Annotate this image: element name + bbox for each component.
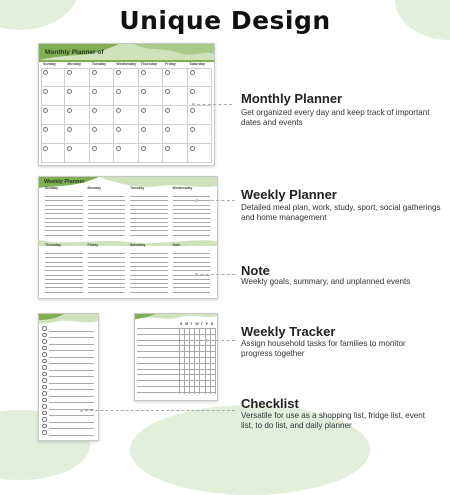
calendar-cell [188, 125, 212, 144]
calendar-cell [139, 68, 163, 87]
date-circle [43, 127, 48, 132]
calendar-cell [139, 106, 163, 125]
checklist-line [49, 357, 94, 358]
checkbox-circle [42, 326, 47, 331]
weekly-planner-card [38, 176, 218, 299]
day-label: Wednesday [116, 62, 137, 66]
planner-line [45, 253, 83, 254]
planner-line [45, 209, 83, 210]
checkbox-circle [42, 411, 47, 416]
date-circle [92, 70, 97, 75]
feature-title-weekly: Weekly Planner [241, 187, 337, 202]
planner-line [45, 262, 83, 263]
planner-line [45, 213, 83, 214]
planner-line [45, 196, 83, 197]
day-label: Note [172, 243, 181, 247]
planner-line [173, 222, 211, 223]
day-label: Friday [87, 243, 99, 247]
calendar-cell [139, 144, 163, 163]
checklist-rows [42, 326, 95, 438]
connector-line [192, 104, 232, 105]
tracker-col-line [215, 328, 216, 394]
date-circle [116, 70, 121, 75]
calendar-cell [90, 68, 114, 87]
planner-line [173, 283, 211, 284]
tracker-row-line [137, 328, 215, 329]
checkbox-circle [42, 385, 47, 390]
weekly-top-day-row [43, 186, 213, 190]
checkbox-circle [42, 430, 47, 435]
planner-line [130, 279, 168, 280]
date-circle [116, 89, 121, 94]
tracker-row-line [137, 345, 215, 346]
monthly-day-row [41, 62, 212, 66]
date-circle [116, 127, 121, 132]
date-circle [141, 89, 146, 94]
date-circle [43, 146, 48, 151]
planner-line [130, 266, 168, 267]
date-circle [92, 127, 97, 132]
date-circle [67, 146, 72, 151]
tracker-row-line [137, 380, 215, 381]
planner-line [45, 257, 83, 258]
date-circle [141, 127, 146, 132]
feature-desc-monthly: Get organized every day and keep track of important dates and events [241, 108, 430, 127]
date-circle [190, 108, 195, 113]
feature-title-tracker: Weekly Tracker [241, 324, 336, 339]
page-title: Unique Design [119, 6, 331, 35]
planner-line [130, 270, 168, 271]
checkbox-circle [42, 352, 47, 357]
planner-line [45, 230, 83, 231]
checkbox-circle [42, 378, 47, 383]
checkbox-circle [42, 339, 47, 344]
planner-line [130, 209, 168, 210]
connector-dot [195, 199, 198, 202]
tracker-row-line [137, 363, 215, 364]
planner-line [130, 287, 168, 288]
checkbox-circle [42, 359, 47, 364]
tracker-grid [137, 328, 215, 398]
feature-title-monthly: Monthly Planner [241, 91, 343, 106]
tracker-col-line [189, 328, 190, 394]
date-circle [67, 89, 72, 94]
feature-title-checklist: Checklist [241, 396, 299, 411]
day-label: Saturday [130, 243, 146, 247]
planner-line [173, 205, 211, 206]
calendar-cell [65, 144, 89, 163]
tracker-row-line [137, 357, 215, 358]
planner-line [88, 196, 126, 197]
checklist-card [38, 313, 99, 441]
calendar-cell [65, 125, 89, 144]
date-circle [92, 146, 97, 151]
planner-line [130, 235, 168, 236]
planner-line [88, 283, 126, 284]
tracker-row-line [137, 369, 215, 370]
checklist-line [49, 402, 94, 403]
checkbox-circle [42, 404, 47, 409]
checklist-line [49, 331, 94, 332]
planner-line [173, 292, 211, 293]
date-circle [43, 70, 48, 75]
planner-line [88, 266, 126, 267]
connector-dot [80, 409, 83, 412]
date-circle [43, 108, 48, 113]
tracker-row-line [137, 386, 215, 387]
planner-line [45, 279, 83, 280]
day-label: T [190, 322, 193, 326]
planner-line [45, 275, 83, 276]
planner-line [130, 205, 168, 206]
connector-line [205, 340, 235, 341]
checklist-header-wave [39, 314, 98, 326]
day-label: T [200, 322, 203, 326]
feature-desc-checklist: Versatile for use as a shopping list, fridge list, event list, to do list, and daily planner [241, 411, 426, 430]
tracker-col-line [179, 328, 180, 394]
planner-line [88, 257, 126, 258]
date-circle [190, 127, 195, 132]
planner-line [130, 257, 168, 258]
day-label: Monday [67, 62, 81, 66]
checklist-line [49, 396, 94, 397]
calendar-cell [188, 68, 212, 87]
planner-line [130, 218, 168, 219]
tracker-col-line [199, 328, 200, 394]
day-label: S [210, 322, 214, 326]
date-circle [67, 70, 72, 75]
calendar-cell [90, 125, 114, 144]
planner-line [45, 226, 83, 227]
calendar-cell [90, 106, 114, 125]
weekly-bottom-lines [43, 249, 213, 295]
planner-line [130, 200, 168, 201]
feature-desc-note: Weekly goals, summary, and unplanned events [241, 277, 411, 286]
day-label: Tuesday [91, 62, 107, 66]
day-label: Saturday [189, 62, 205, 66]
planner-line [88, 279, 126, 280]
planner-line [88, 287, 126, 288]
checkbox-circle [42, 398, 47, 403]
planner-line [130, 213, 168, 214]
calendar-cell [41, 144, 65, 163]
calendar-cell [65, 68, 89, 87]
planner-line [173, 196, 211, 197]
planner-line [173, 287, 211, 288]
checklist-line [49, 428, 94, 429]
checkbox-circle [42, 424, 47, 429]
calendar-cell [65, 87, 89, 106]
date-circle [165, 146, 170, 151]
checklist-line [49, 350, 94, 351]
calendar-cell [65, 106, 89, 125]
planner-line [173, 257, 211, 258]
checkbox-circle [42, 346, 47, 351]
planner-line [45, 283, 83, 284]
checklist-line [49, 435, 94, 436]
checklist-line [49, 337, 94, 338]
day-label: Monday [87, 186, 102, 190]
connector-dot [195, 273, 198, 276]
tracker-row-line [137, 334, 215, 335]
date-circle [116, 146, 121, 151]
planner-line [173, 270, 211, 271]
day-label: S [180, 322, 183, 326]
planner-line [88, 230, 126, 231]
date-circle [67, 127, 72, 132]
planner-line [88, 222, 126, 223]
calendar-cell [139, 125, 163, 144]
day-label: F [205, 322, 208, 326]
calendar-cell [188, 144, 212, 163]
calendar-cell [163, 68, 187, 87]
calendar-cell [114, 68, 138, 87]
planner-line [45, 200, 83, 201]
planner-line [45, 287, 83, 288]
tracker-row-line [137, 340, 215, 341]
tracker-col-line [205, 328, 206, 394]
day-label: Sunday [43, 62, 56, 66]
calendar-cell [41, 125, 65, 144]
calendar-cell [114, 125, 138, 144]
planner-line [130, 226, 168, 227]
date-circle [141, 146, 146, 151]
checklist-line [49, 363, 94, 364]
calendar-cell [163, 144, 187, 163]
checkbox-circle [42, 391, 47, 396]
planner-line [88, 226, 126, 227]
planner-line [88, 235, 126, 236]
planner-line [88, 262, 126, 263]
day-label: Friday [165, 62, 176, 66]
date-circle [190, 89, 195, 94]
tracker-col-line [194, 328, 195, 394]
connector-line [195, 274, 235, 275]
planner-line [130, 253, 168, 254]
day-label: Wednesday [172, 186, 193, 190]
planner-line [45, 235, 83, 236]
calendar-cell [163, 106, 187, 125]
date-circle [165, 89, 170, 94]
connector-dot [205, 339, 208, 342]
connector-line [80, 410, 235, 411]
planner-line [173, 218, 211, 219]
planner-line [45, 266, 83, 267]
date-circle [165, 108, 170, 113]
planner-line [173, 213, 211, 214]
checklist-line [49, 370, 94, 371]
checklist-line [49, 383, 94, 384]
checklist-line [49, 389, 94, 390]
tracker-row-line [137, 351, 215, 352]
planner-line [173, 253, 211, 254]
checkbox-circle [42, 372, 47, 377]
feature-title-note: Note [241, 263, 270, 278]
planner-line [45, 222, 83, 223]
date-circle [190, 146, 195, 151]
planner-line [45, 292, 83, 293]
checkbox-circle [42, 417, 47, 422]
tracker-row-line [137, 374, 215, 375]
date-circle [165, 127, 170, 132]
planner-line [45, 218, 83, 219]
monthly-calendar-grid [41, 68, 212, 163]
planner-line [88, 200, 126, 201]
calendar-cell [41, 87, 65, 106]
checklist-line [49, 415, 94, 416]
date-circle [67, 108, 72, 113]
planner-line [88, 218, 126, 219]
day-label: Thursday [140, 62, 157, 66]
calendar-cell [163, 87, 187, 106]
calendar-cell [114, 144, 138, 163]
planner-line [130, 196, 168, 197]
checkbox-circle [42, 365, 47, 370]
monthly-planner-card [38, 43, 215, 166]
tracker-col-line [184, 328, 185, 394]
planner-line [173, 235, 211, 236]
weekly-planner-header: Weekly Planner [44, 179, 85, 185]
calendar-cell [188, 106, 212, 125]
calendar-cell [90, 87, 114, 106]
planner-line [173, 230, 211, 231]
day-label: Sunday [45, 186, 58, 190]
planner-line [88, 253, 126, 254]
planner-line [130, 262, 168, 263]
checklist-line [49, 376, 94, 377]
planner-line [88, 205, 126, 206]
weekly-bottom-day-row [43, 243, 213, 247]
planner-line [130, 275, 168, 276]
calendar-cell [163, 125, 187, 144]
date-circle [141, 70, 146, 75]
planner-line [173, 209, 211, 210]
planner-line [130, 230, 168, 231]
planner-line [173, 279, 211, 280]
day-label: W [195, 322, 199, 326]
planner-line [130, 292, 168, 293]
date-circle [92, 89, 97, 94]
calendar-cell [139, 87, 163, 106]
planner-line [88, 209, 126, 210]
feature-desc-tracker: Assign household tasks for families to monitor progress together [241, 339, 406, 358]
day-label: Thursday [45, 243, 62, 247]
calendar-cell [41, 68, 65, 87]
planner-line [88, 270, 126, 271]
date-circle [43, 89, 48, 94]
planner-line [130, 222, 168, 223]
date-circle [190, 70, 195, 75]
connector-dot [192, 103, 195, 106]
planner-line [173, 226, 211, 227]
calendar-cell [114, 87, 138, 106]
checklist-line [49, 344, 94, 345]
day-label: Tuesday [130, 186, 145, 190]
checklist-line [49, 422, 94, 423]
calendar-cell [90, 144, 114, 163]
date-circle [141, 108, 146, 113]
date-circle [116, 108, 121, 113]
weekly-tracker-card [134, 313, 218, 401]
date-circle [92, 108, 97, 113]
connector-line [195, 200, 235, 201]
date-circle [165, 70, 170, 75]
tracker-row-line [137, 392, 215, 393]
monthly-planner-header: Monthly Planner of [45, 49, 104, 56]
checkbox-circle [42, 333, 47, 338]
planner-line [88, 275, 126, 276]
calendar-cell [41, 106, 65, 125]
feature-desc-weekly: Detailed meal plan, work, study, sport, social gatherings and home management [241, 203, 441, 222]
planner-line [45, 270, 83, 271]
planner-line [173, 266, 211, 267]
tracker-col-line [210, 328, 211, 394]
planner-line [130, 283, 168, 284]
planner-line [88, 292, 126, 293]
planner-line [88, 213, 126, 214]
planner-line [45, 205, 83, 206]
weekly-top-lines [43, 192, 213, 237]
tracker-day-row [179, 322, 215, 326]
day-label: M [185, 322, 189, 326]
planner-line [173, 262, 211, 263]
calendar-cell [114, 106, 138, 125]
